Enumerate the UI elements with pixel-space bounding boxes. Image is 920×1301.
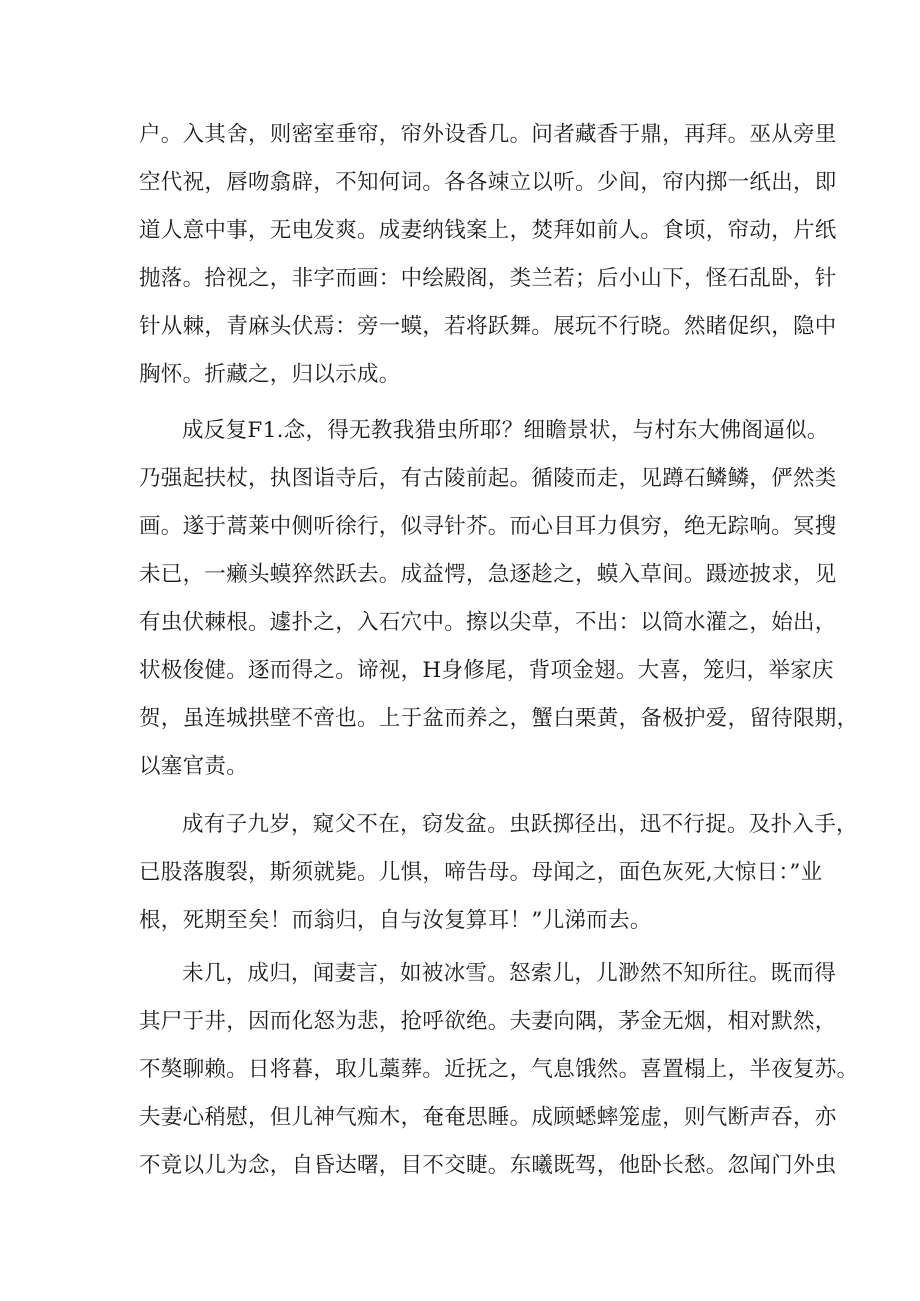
text-line: 已股落腹裂，斯须就毙。儿惧，啼告母。母闻之，面色灰死,大惊日：”业 <box>139 860 823 885</box>
text-line: 抛落。拾视之，非字而画：中绘殿阁，类兰若；后小山下，怪石乱卧，针 <box>139 266 837 291</box>
text-line: 以塞官责。 <box>139 754 249 779</box>
text-line: 针从棘，青麻头伏焉：旁一蟆，若将跃舞。展玩不行晓。然睹促织，隐中 <box>139 314 837 339</box>
text-line: 户。入其舍，则密室垂帘，帘外设香几。问者藏香于鼎，再拜。巫从旁里 <box>139 122 837 147</box>
text-line: 夫妻心稍慰，但儿神气痴木，奄奄思睡。成顾蟋蟀笼虚，则气断声吞，亦 <box>139 1105 837 1130</box>
text-line: 道人意中事，无电发爽。成妻纳钱案上，焚拜如前人。食顷，帘动，片纸 <box>139 218 837 243</box>
text-line: 空代祝，唇吻翕辟，不知何词。各各竦立以听。少间，帘内掷一纸出，即 <box>139 170 837 195</box>
text-line: 贺，虽连城拱壁不啻也。上于盆而养之，蟹白栗黄，备极护爱，留待限期， <box>139 706 859 731</box>
text-line: 未几，成归，闻妻言，如被冰雪。怒索儿，儿渺然不知所往。既而得 <box>182 961 837 986</box>
text-line: 根，死期至矣！而翁归，自与汝复算耳！”儿涕而去。 <box>139 908 652 933</box>
text-line: 胸怀。折藏之，归以示成。 <box>139 362 401 387</box>
text-line: 有虫伏棘根。遽扑之，入石穴中。擦以尖草，不出：以筒水灌之，始出， <box>139 610 837 635</box>
text-line: 不獒聊赖。日将暮，取儿藁葬。近抚之，气息饿然。喜置榻上，半夜复苏。 <box>139 1057 859 1082</box>
text-line: 不竟以儿为念，自昏达曙，目不交睫。东曦既驾，他卧长愁。忽闻门外虫 <box>139 1153 837 1178</box>
text-line: 状极俊健。逐而得之。谛视，H身修尾，背项金翅。大喜，笼归，举家庆 <box>139 658 834 683</box>
text-line: 乃强起扶杖，执图诣寺后，有古陵前起。循陵而走，见蹲石鳞鳞，俨然类 <box>139 466 837 491</box>
text-line: 其尸于井，因而化怒为悲，抢呼欲绝。夫妻向隅，茅金无烟，相对默然， <box>139 1009 837 1034</box>
text-line: 成反复F1.念，得无教我猎虫所耶？细瞻景状，与村东大佛阁逼似。 <box>182 418 829 443</box>
text-line: 成有子九岁，窥父不在，窃发盆。虫跃掷径出，迅不行捉。及扑入手， <box>182 812 858 837</box>
text-line: 未已，一癞头蟆猝然跃去。成益愕，急逐趁之，蟆入草间。蹑迹披求，见 <box>139 562 837 587</box>
text-line: 画。遂于蒿莱中侧听徐行，似寻针芥。而心目耳力俱穷，绝无踪响。冥搜 <box>139 514 837 539</box>
